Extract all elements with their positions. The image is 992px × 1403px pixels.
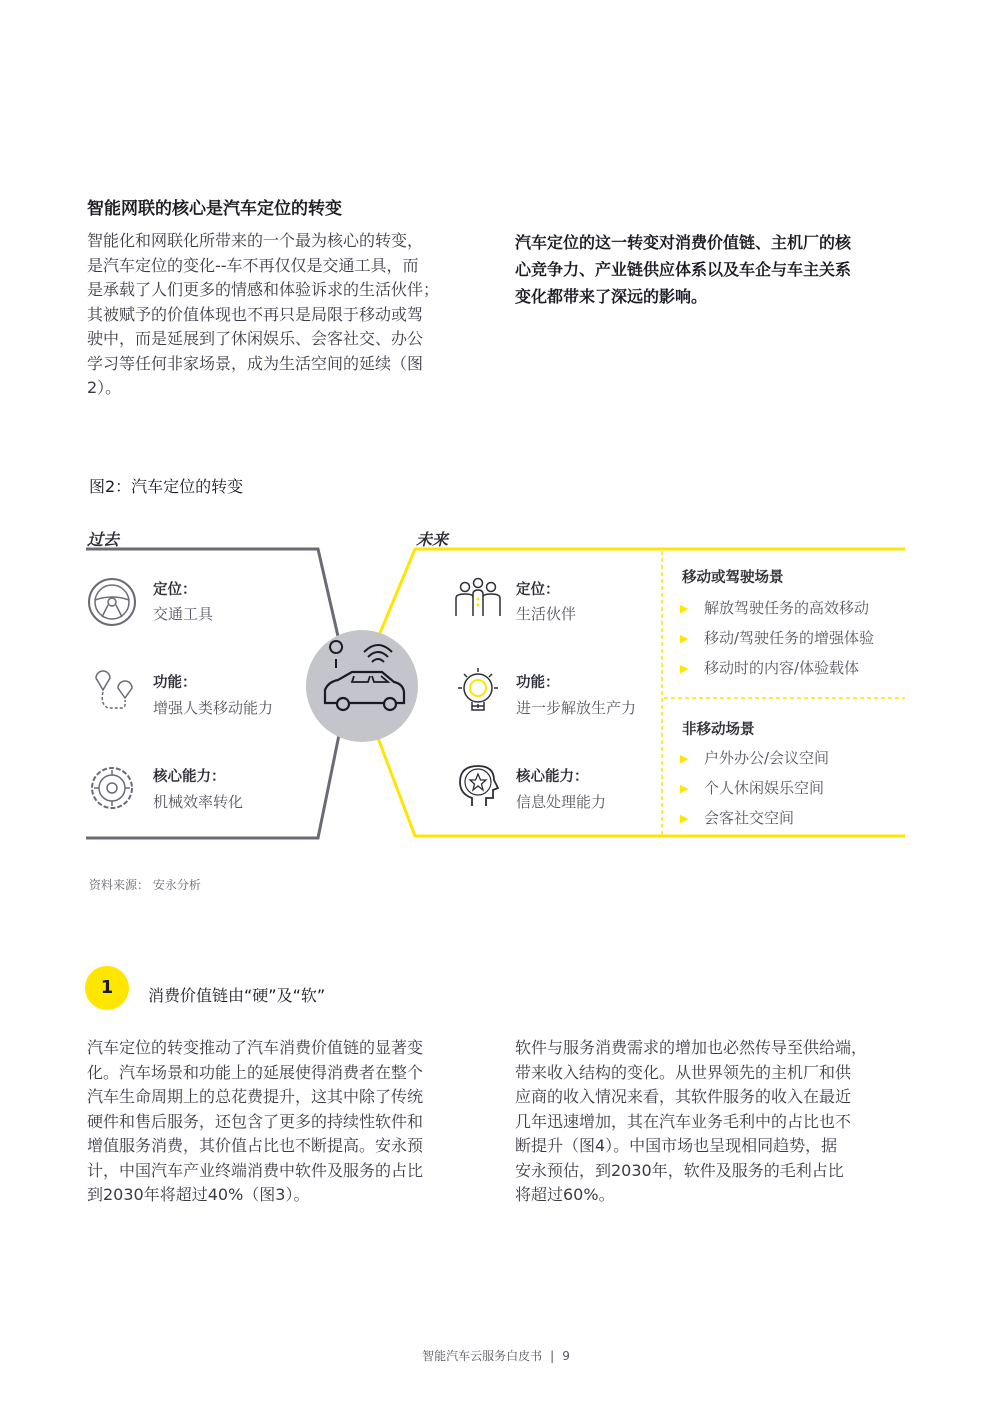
paragraph-line: 到2030年将超过40%（图3）。: [87, 1185, 310, 1204]
list-item: ▶ 解放驾驶任务的高效移动: [680, 593, 874, 623]
paragraph-line: 将超过60%。: [515, 1185, 615, 1204]
future-position-value: 生活伙伴: [516, 605, 577, 623]
paragraph-line: 化。汽车场景和功能上的延展使得消费者在整个: [87, 1062, 424, 1082]
section-left-paragraph: [87, 1036, 482, 1208]
future-label: 未来: [416, 530, 449, 549]
paragraph-line: 其被赋予的价值体现也不再只是局限于移动或驾: [87, 304, 424, 324]
section-right-paragraph: [515, 1036, 910, 1208]
past-label: 过去: [87, 530, 120, 549]
paragraph-line: 变化都带来了深远的影响。: [515, 287, 708, 306]
section-title: 消费价值链由“硬”及“软”: [148, 986, 326, 1005]
paragraph-line: 是承载了人们更多的情感和体验诉求的生活伙伴；: [87, 280, 440, 299]
bullet-arrow-icon: ▶: [680, 601, 689, 615]
future-position-key: 定位：: [516, 582, 560, 598]
past-position-key: 定位：: [153, 582, 197, 598]
paragraph-line: 断提升（图4）。中国市场也呈现相同趋势，据: [515, 1136, 838, 1155]
paragraph-line: 几年迅速增加，其在汽车业务毛利中的占比也不: [515, 1111, 852, 1131]
section-number-badge: 1: [85, 966, 129, 1010]
steering-wheel-icon: [89, 579, 135, 625]
paragraph-line: 2）。: [87, 378, 122, 397]
future-capability-key: 核心能力：: [516, 769, 589, 785]
bullet-arrow-icon: ▶: [680, 811, 689, 825]
paragraph-line: 智能化和网联化所带来的一个最为核心的转变，: [87, 231, 424, 250]
paragraph-line: 是汽车定位的变化--车不再仅仅是交通工具，而: [87, 255, 419, 275]
paragraph-line: 应商的收入情况来看，其软件服务的收入在最近: [515, 1087, 852, 1106]
past-position-value: 交通工具: [153, 605, 214, 623]
future-capability-value: 信息处理能力: [516, 793, 607, 811]
highlight-paragraph: [515, 229, 910, 310]
mobile-scenes-heading: 移动或驾驶场景: [682, 570, 784, 586]
past-function-value: 增强人类移动能力: [153, 699, 274, 717]
list-item: ▶ 移动时的内容/体验载体: [680, 653, 874, 683]
figure-title: 图2：汽车定位的转变: [89, 477, 244, 496]
paragraph-line: 软件与服务消费需求的增加也必然传导至供给端，: [515, 1038, 868, 1057]
bullet-arrow-icon: ▶: [680, 631, 689, 645]
connected-car-icon: [306, 630, 418, 742]
past-function-key: 功能：: [153, 675, 197, 691]
page-footer: [0, 1347, 992, 1364]
paragraph-line: 安永预估，到2030年，软件及服务的毛利占比: [515, 1160, 844, 1180]
paragraph-line: 计，中国汽车产业终端消费中软件及服务的占比: [87, 1160, 424, 1180]
paragraph-line: 硬件和售后服务，还包含了更多的持续性软件和: [87, 1111, 424, 1131]
future-function-value: 进一步解放生产力: [516, 699, 637, 717]
bullet-arrow-icon: ▶: [680, 781, 689, 795]
past-capability-key: 核心能力：: [153, 769, 226, 785]
future-function-key: 功能：: [516, 675, 560, 691]
list-item: ▶ 会客社交空间: [680, 803, 829, 833]
paragraph-line: 心竞争力、产业链供应体系以及车企与车主关系: [515, 260, 852, 279]
page-number: 9: [562, 1349, 570, 1363]
non-mobile-scenes-heading: 非移动场景: [682, 722, 755, 738]
route-pin-icon: [96, 671, 132, 708]
lightbulb-gear-icon: [458, 668, 498, 710]
head-star-icon: [460, 766, 498, 806]
footer-separator: |: [550, 1349, 555, 1363]
non-mobile-scenes-list: [680, 743, 829, 833]
footer-title: 智能汽车云服务白皮书: [422, 1349, 543, 1363]
intro-paragraph: [87, 229, 482, 401]
gear-icon: [92, 768, 132, 808]
figure-diagram: [0, 520, 992, 860]
people-group-icon: [456, 579, 500, 617]
paragraph-line: 带来收入结构的变化。从世界领先的主机厂和供: [515, 1062, 852, 1082]
section-heading: 智能网联的核心是汽车定位的转变: [87, 199, 342, 219]
mobile-scenes-list: [680, 593, 874, 683]
past-capability-value: 机械效率转化: [153, 793, 244, 811]
bullet-arrow-icon: ▶: [680, 661, 689, 675]
paragraph-line: 增值服务消费，其价值占比也不断提高。安永预: [87, 1136, 424, 1155]
figure-source: 资料来源： 安永分析: [89, 878, 201, 892]
bullet-arrow-icon: ▶: [680, 751, 689, 765]
paragraph-line: 驶中，而是延展到了休闲娱乐、会客社交、办公: [87, 329, 424, 348]
list-item: ▶ 移动/驾驶任务的增强体验: [680, 623, 874, 653]
paragraph-line: 汽车定位的转变推动了汽车消费价值链的显著变: [87, 1038, 424, 1057]
paragraph-line: 汽车生命周期上的总花费提升，这其中除了传统: [87, 1087, 424, 1106]
paragraph-line: 汽车定位的这一转变对消费价值链、主机厂的核: [515, 233, 852, 252]
paragraph-line: 学习等任何非家场景，成为生活空间的延续（图: [87, 353, 424, 373]
list-item: ▶ 个人休闲娱乐空间: [680, 773, 829, 803]
past-frame-top: [86, 549, 340, 645]
list-item: ▶ 户外办公/会议空间: [680, 743, 829, 773]
